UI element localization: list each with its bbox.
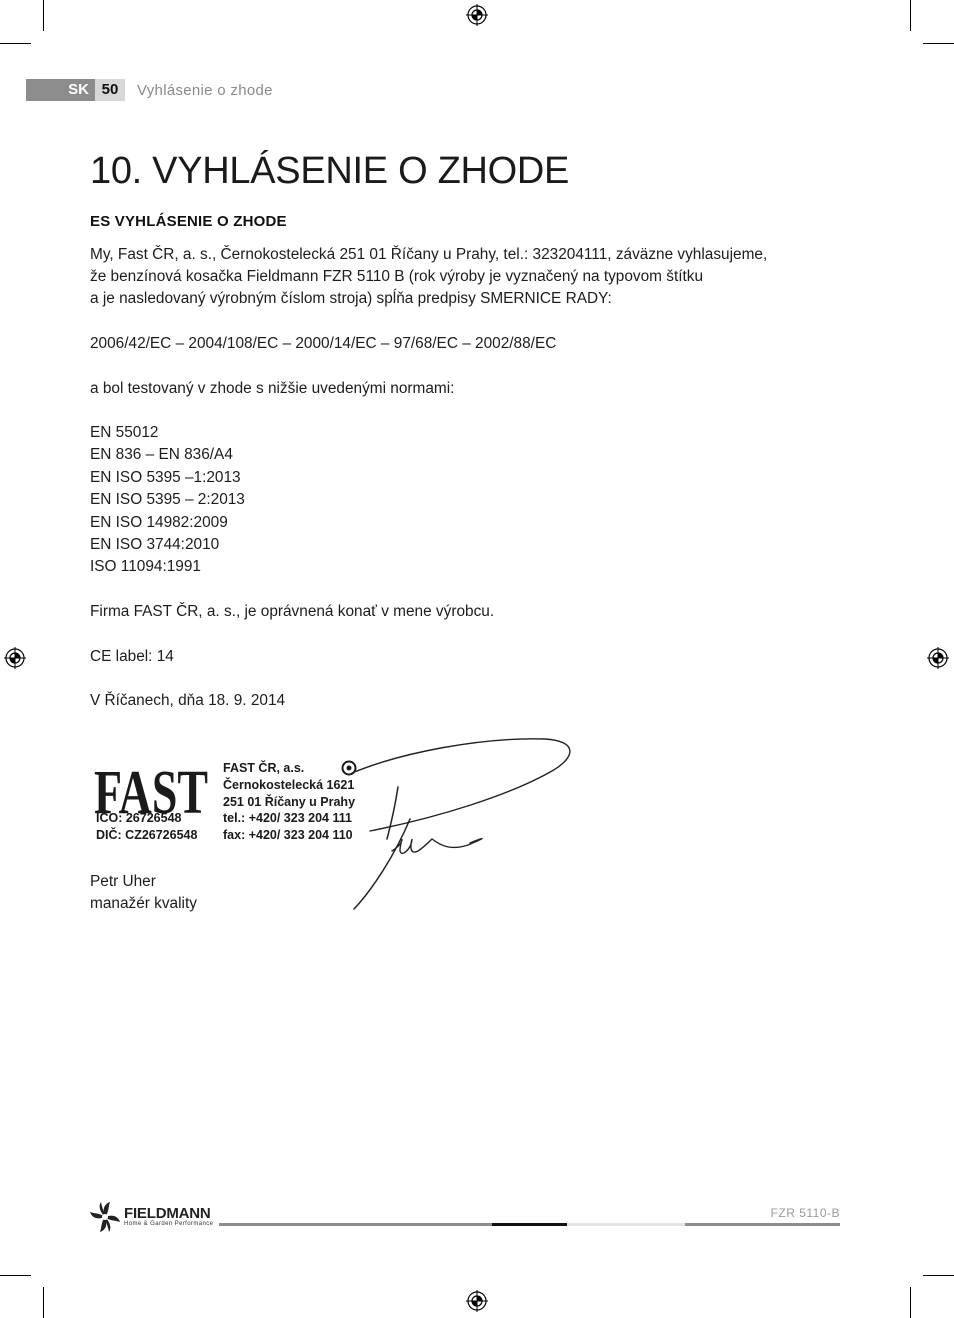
model-number: FZR 5110-B xyxy=(770,1206,840,1220)
running-header-title: Vyhlásenie o zhode xyxy=(137,82,273,99)
crop-mark xyxy=(910,1287,911,1318)
registration-mark-icon xyxy=(466,1290,488,1312)
header-tab-bar xyxy=(26,79,62,101)
crop-mark xyxy=(43,0,44,31)
footer-divider xyxy=(219,1223,492,1226)
signatory-role: manažér kvality xyxy=(90,895,197,912)
registration-mark-icon xyxy=(927,647,949,669)
authorization-statement: Firma FAST ČR, a. s., je oprávnená konať v mene výrobcu. xyxy=(90,603,495,620)
intro-line: My, Fast ČR, a. s., Černokostelecká 251 01 Říčany u Prahy, tel.: 323204111, záväzne vyhlasujeme, xyxy=(90,246,768,263)
signatory-name: Petr Uher xyxy=(90,873,156,890)
brand-logo-text: FIELDMANN xyxy=(124,1205,211,1222)
fieldmann-fan-icon xyxy=(88,1200,122,1234)
norm-item: EN ISO 5395 –1:2013 xyxy=(90,469,241,486)
norm-item: EN ISO 5395 – 2:2013 xyxy=(90,491,245,508)
crop-mark xyxy=(910,0,911,31)
place-date: V Říčanech, dňa 18. 9. 2014 xyxy=(90,692,286,709)
ce-label: CE label: 14 xyxy=(90,648,174,665)
page-title: 10. VYHLÁSENIE O ZHODE xyxy=(90,150,570,192)
svg-text:FAST: FAST xyxy=(94,761,208,819)
norms-intro: a bol testovaný v zhode s nižšie uvedenými normami: xyxy=(90,380,455,397)
crop-mark xyxy=(0,1275,31,1276)
stamp-line: Černokostelecká 1621 xyxy=(223,778,355,792)
registration-mark-icon xyxy=(4,647,26,669)
stamp-line: fax: +420/ 323 204 110 xyxy=(223,828,353,842)
stamp-line: FAST ČR, a.s. xyxy=(223,761,305,775)
crop-mark xyxy=(43,1287,44,1318)
stamp-line: 251 01 Říčany u Prahy xyxy=(223,795,356,809)
norm-item: EN 836 – EN 836/A4 xyxy=(90,446,233,463)
intro-line: že benzínová kosačka Fieldmann FZR 5110 B (rok výroby je vyznačený na typovom štítku xyxy=(90,268,704,285)
stamp-ico: IČO: 26726548 xyxy=(96,811,182,825)
stamp-dic: DIČ: CZ26726548 xyxy=(96,828,198,842)
directives-line: 2006/42/EC – 2004/108/EC – 2000/14/EC – 97/68/EC – 2002/88/EC xyxy=(90,335,557,352)
norm-item: EN ISO 3744:2010 xyxy=(90,536,220,553)
registration-mark-icon xyxy=(466,4,488,26)
footer-divider xyxy=(567,1223,685,1226)
brand-tagline: Home & Garden Performance xyxy=(124,1221,214,1227)
stamp-line: tel.: +420/ 323 204 111 xyxy=(223,811,352,825)
norm-item: EN ISO 14982:2009 xyxy=(90,514,228,531)
norm-item: ISO 11094:1991 xyxy=(90,558,201,575)
handwritten-signature xyxy=(340,735,580,915)
crop-mark xyxy=(0,43,31,44)
intro-line: a je nasledovaný výrobným číslom stroja) spĺňa predpisy SMERNICE RADY: xyxy=(90,290,612,307)
footer-divider xyxy=(685,1223,840,1226)
crop-mark xyxy=(923,1275,954,1276)
page-number: 50 xyxy=(95,79,125,101)
language-badge: SK xyxy=(62,79,95,101)
norm-item: EN 55012 xyxy=(90,424,159,441)
section-heading: ES VYHLÁSENIE O ZHODE xyxy=(90,213,287,230)
footer-divider xyxy=(492,1223,567,1226)
crop-mark xyxy=(923,43,954,44)
